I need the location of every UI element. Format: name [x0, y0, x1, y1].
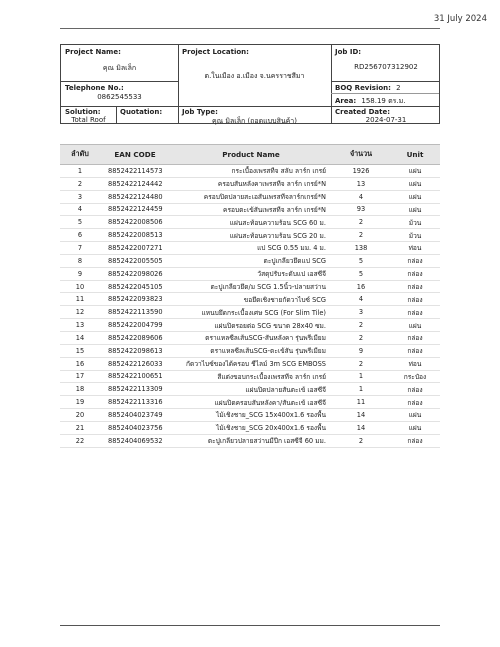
table-row [60, 383, 440, 396]
quotation-label: Quotation: [120, 108, 163, 116]
row-ean: 8852422007271 [100, 242, 170, 255]
area-unit: ตร.ม. [388, 97, 406, 105]
info-divider-h2 [331, 81, 439, 82]
row-product: ขอยึดเชิงชายกัดวาไบซ์ SCG [170, 293, 332, 306]
row-seq: 13 [60, 319, 100, 332]
table-row [60, 409, 440, 422]
row-seq: 21 [60, 421, 100, 434]
row-ean: 8852422093823 [100, 293, 170, 306]
row-qty: 14 [332, 421, 390, 434]
boq-items-table [60, 144, 440, 448]
row-ean: 8852422113590 [100, 306, 170, 319]
row-qty: 3 [332, 306, 390, 319]
row-product: ตะปูเกลียวปลายสว่านมีปีก เอสซีจี 60 มม. [170, 434, 332, 447]
row-seq: 2 [60, 177, 100, 190]
row-qty: 1926 [332, 165, 390, 178]
row-unit: กล่อง [390, 331, 440, 344]
row-ean: 8852422100651 [100, 370, 170, 383]
bottom-divider [60, 625, 440, 626]
row-seq: 8 [60, 254, 100, 267]
table-row [60, 319, 440, 332]
row-unit: แผ่น [390, 409, 440, 422]
row-ean: 8852422113309 [100, 383, 170, 396]
row-ean: 8852422124459 [100, 203, 170, 216]
created-date-value: 2024-07-31 [365, 116, 407, 124]
row-unit: ม้วน [390, 216, 440, 229]
job-id-label: Job ID: [335, 48, 362, 56]
row-ean: 8852422113316 [100, 396, 170, 409]
row-qty: 5 [332, 254, 390, 267]
row-ean: 8852422098613 [100, 344, 170, 357]
row-qty: 2 [332, 331, 390, 344]
row-qty: 1 [332, 383, 390, 396]
row-qty: 2 [332, 357, 390, 370]
row-seq: 12 [60, 306, 100, 319]
table-row [60, 177, 440, 190]
row-qty: 5 [332, 267, 390, 280]
row-qty: 11 [332, 396, 390, 409]
table-row [60, 434, 440, 447]
row-ean: 8852422098026 [100, 267, 170, 280]
row-seq: 17 [60, 370, 100, 383]
row-seq: 4 [60, 203, 100, 216]
row-unit: แผ่น [390, 319, 440, 332]
area-value: 158.19 [361, 97, 386, 105]
row-product: ตะปูเกลียวยึด/ม SCG 1.5นิ้ว-ปลายสว่าน [170, 280, 332, 293]
row-ean: 8852404069532 [100, 434, 170, 447]
table-row [60, 293, 440, 306]
row-qty: 2 [332, 216, 390, 229]
header-product: Product Name [170, 145, 332, 165]
row-seq: 11 [60, 293, 100, 306]
header-seq: ลำดับ [60, 145, 100, 165]
row-seq: 15 [60, 344, 100, 357]
table-row [60, 229, 440, 242]
row-product: ตะปูเกลียวยึดแป SCG [170, 254, 332, 267]
row-ean: 8852404023749 [100, 409, 170, 422]
row-qty: 13 [332, 177, 390, 190]
row-product: แผ่นปิดปลายสันตะเข้ เอสซีจี [170, 383, 332, 396]
info-divider-v2 [331, 45, 332, 123]
report-date: 31 July 2024 [433, 14, 487, 24]
table-row [60, 242, 440, 255]
boq-area-divider [331, 93, 439, 94]
job-id-value: RD256707312902 [354, 63, 418, 71]
table-row [60, 190, 440, 203]
row-product: แผ่นปิดครอบสันหลังคา/สันตะเข้ เอสซีจี [170, 396, 332, 409]
row-ean: 8852422008513 [100, 229, 170, 242]
row-ean: 8852422005505 [100, 254, 170, 267]
created-date-label: Created Date: [335, 108, 391, 116]
row-unit: ท่อน [390, 242, 440, 255]
row-product: แหนบยึดกระเบื้องเศษ SCG (For Slim Tile) [170, 306, 332, 319]
header-ean: EAN CODE [100, 145, 170, 165]
row-seq: 22 [60, 434, 100, 447]
table-row [60, 254, 440, 267]
table-header-row [60, 145, 440, 165]
row-unit: แผ่น [390, 177, 440, 190]
row-qty: 4 [332, 293, 390, 306]
row-unit: ม้วน [390, 229, 440, 242]
table-row [60, 203, 440, 216]
row-ean: 8852422008506 [100, 216, 170, 229]
header-qty: จำนวน [332, 145, 390, 165]
row-product: ตราแหลซีลเส้นSCG-ตะเข้สัน รุ่นพรีเมียม [170, 344, 332, 357]
row-seq: 1 [60, 165, 100, 178]
row-qty: 93 [332, 203, 390, 216]
row-qty: 2 [332, 434, 390, 447]
area-label: Area: [335, 97, 357, 105]
solution-label: Solution: [65, 108, 101, 116]
row-product: วัสดุปรับระดับแป เอสซีจี [170, 267, 332, 280]
row-unit: แผ่น [390, 203, 440, 216]
telephone-value: 0862545533 [97, 93, 142, 101]
row-product: สีแต่งขอบกระเบื้องเพรสทีจ ลาร์ก เกรย์ [170, 370, 332, 383]
row-unit: กล่อง [390, 267, 440, 280]
row-ean: 8852422126033 [100, 357, 170, 370]
row-unit: กล่อง [390, 254, 440, 267]
project-name-label: Project Name: [65, 48, 121, 56]
row-unit: กล่อง [390, 434, 440, 447]
row-seq: 20 [60, 409, 100, 422]
project-name-value: คุณ มิลเล็ก [102, 64, 137, 72]
row-ean: 8852422004799 [100, 319, 170, 332]
row-product: ครอบตะเข้สันเพรสทีจ ลาร์ก เกรย์*N [170, 203, 332, 216]
row-seq: 7 [60, 242, 100, 255]
row-seq: 16 [60, 357, 100, 370]
boq-revision-label: BOQ Revision: [335, 84, 391, 92]
area [335, 96, 405, 107]
row-qty: 1 [332, 370, 390, 383]
boq-revision [335, 84, 401, 92]
row-unit: กล่อง [390, 344, 440, 357]
row-unit: กล่อง [390, 306, 440, 319]
table-row [60, 165, 440, 178]
table-row [60, 344, 440, 357]
row-ean: 8852422124480 [100, 190, 170, 203]
row-product: ครอบปิดปลายสะเอสันเพรสทีจลาร์กเกรย์*N [170, 190, 332, 203]
row-product: แผ่นสะท้อนความร้อน SCG 20 ม. [170, 229, 332, 242]
table-row [60, 267, 440, 280]
boq-revision-value: 2 [396, 84, 401, 92]
row-seq: 19 [60, 396, 100, 409]
row-ean: 8852422045105 [100, 280, 170, 293]
row-qty: 138 [332, 242, 390, 255]
row-unit: กล่อง [390, 280, 440, 293]
row-ean: 8852422124442 [100, 177, 170, 190]
table-row [60, 357, 440, 370]
row-unit: กล่อง [390, 383, 440, 396]
row-product: แป SCG 0.55 มม. 4 ม. [170, 242, 332, 255]
info-divider-v1 [178, 45, 179, 123]
row-product: แผ่นปิดรอยต่อ SCG ขนาด 28x40 ซม. [170, 319, 332, 332]
row-product: ไม้เชิงชาย_SCG 20x400x1.6 รองพื้น [170, 421, 332, 434]
table-row [60, 280, 440, 293]
telephone-label: Telephone No.: [65, 84, 124, 92]
row-seq: 9 [60, 267, 100, 280]
header-unit: Unit [390, 145, 440, 165]
job-type-value: คุณ มิลเล็ก (ถอดแบบสินค้า) [212, 117, 297, 125]
row-ean: 8852404023756 [100, 421, 170, 434]
project-location-value: ต.ในเมือง อ.เมือง จ.นครราชสีมา [204, 72, 305, 80]
row-product: กระเบื้องเพรสทีจ สลับ ลาร์ก เกรย์ [170, 165, 332, 178]
row-product: กัดวาไบซ์ของได้ครอบ ชีไลม์ 3m SCG EMBOSS [170, 357, 332, 370]
project-info-box [60, 44, 440, 124]
row-product: แผ่นสะท้อนความร้อน SCG 60 ม. [170, 216, 332, 229]
table-row [60, 216, 440, 229]
row-unit: แผ่น [390, 165, 440, 178]
row-unit: ท่อน [390, 357, 440, 370]
table-row [60, 331, 440, 344]
table-row [60, 421, 440, 434]
row-qty: 2 [332, 229, 390, 242]
row-product: ครอบสันหลังคาเพรสทีจ ลาร์ก เกรย์*N [170, 177, 332, 190]
info-divider-v3 [116, 106, 117, 123]
row-unit: กล่อง [390, 396, 440, 409]
row-seq: 6 [60, 229, 100, 242]
row-unit: กระป๋อง [390, 370, 440, 383]
row-seq: 14 [60, 331, 100, 344]
info-divider-h1 [61, 81, 178, 82]
project-location-label: Project Location: [182, 48, 249, 56]
top-divider [60, 28, 440, 29]
row-ean: 8852422089606 [100, 331, 170, 344]
row-seq: 18 [60, 383, 100, 396]
row-product: ไม้เชิงชาย_SCG 15x400x1.6 รองพื้น [170, 409, 332, 422]
row-seq: 5 [60, 216, 100, 229]
table-row [60, 370, 440, 383]
row-qty: 2 [332, 319, 390, 332]
row-unit: แผ่น [390, 190, 440, 203]
table-row [60, 396, 440, 409]
row-ean: 8852422114573 [100, 165, 170, 178]
row-qty: 14 [332, 409, 390, 422]
table-row [60, 306, 440, 319]
row-seq: 3 [60, 190, 100, 203]
job-type-label: Job Type: [182, 108, 218, 116]
row-qty: 16 [332, 280, 390, 293]
row-qty: 4 [332, 190, 390, 203]
row-seq: 10 [60, 280, 100, 293]
row-qty: 9 [332, 344, 390, 357]
row-unit: กล่อง [390, 293, 440, 306]
row-unit: แผ่น [390, 421, 440, 434]
row-product: ตราแหลซีลเส้นSCG-สันหลังคา รุ่นพรีเมียม [170, 331, 332, 344]
solution-value: Total Roof [71, 116, 106, 124]
